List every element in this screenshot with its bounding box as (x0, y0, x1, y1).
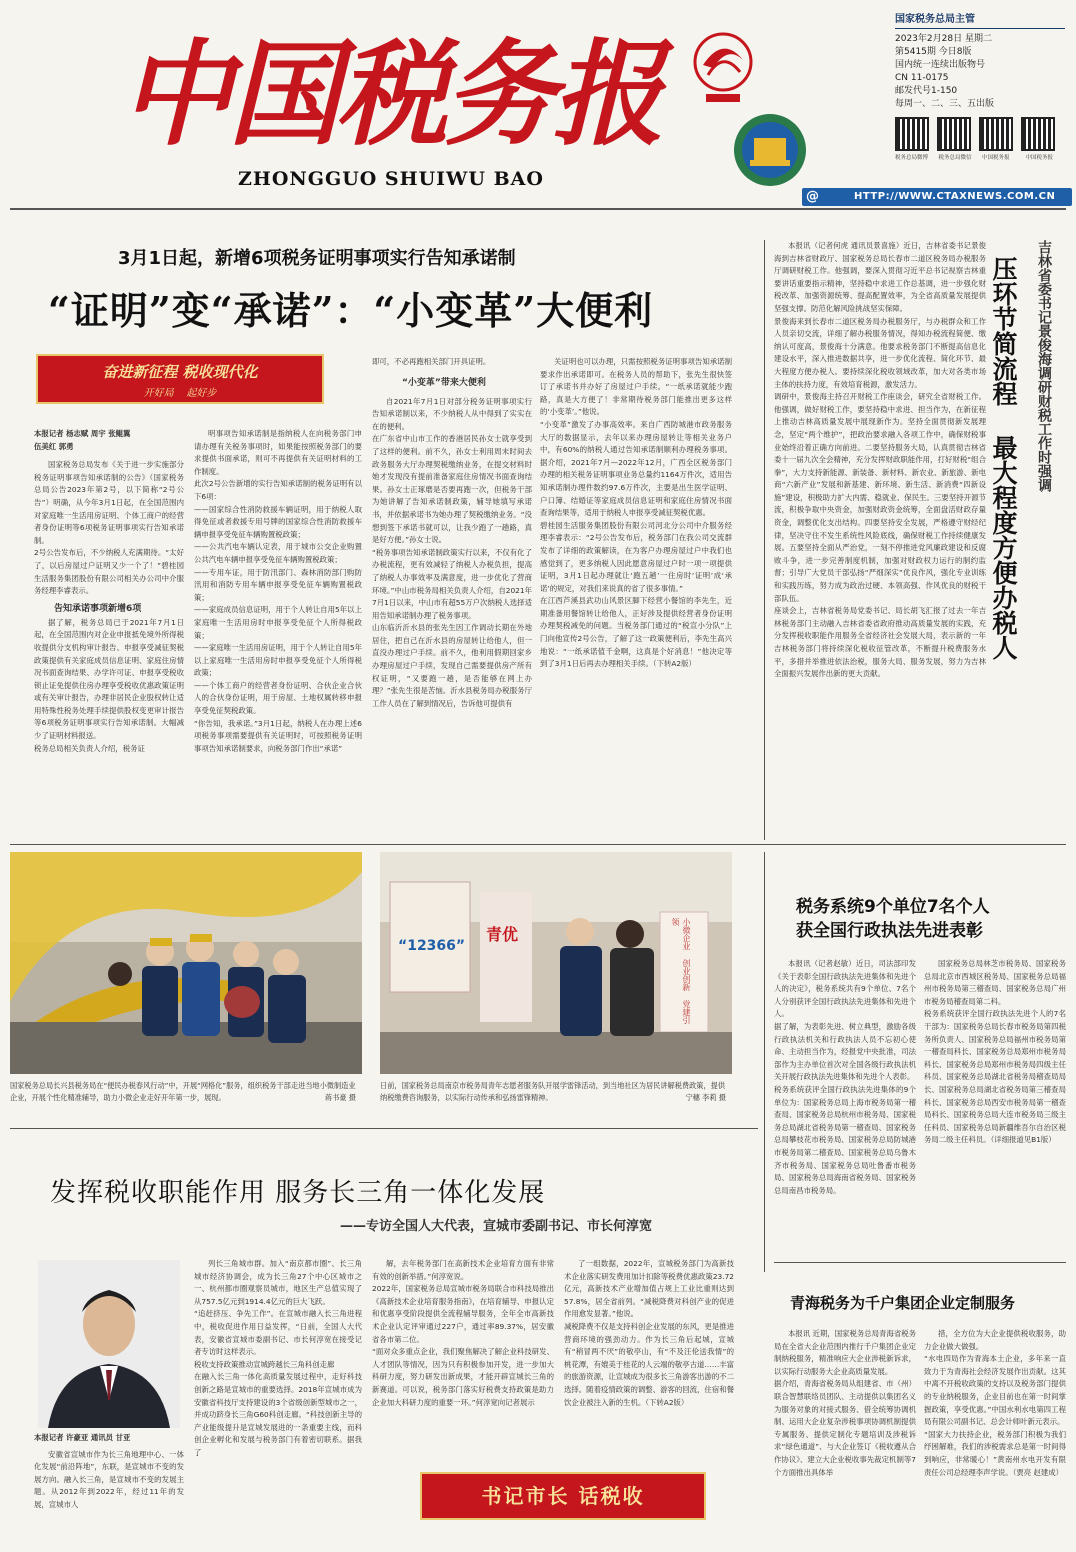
interview-column-3 (372, 1258, 554, 1468)
publish-schedule: 每周一、二、三、五出版 (895, 99, 995, 109)
masthead-title: 中国税务报 (120, 27, 660, 162)
photo-credit: 宁穗 李莉 摄 (685, 1093, 726, 1102)
interview-column-1 (34, 1432, 184, 1548)
lead-column-1 (34, 428, 184, 838)
left-photo-caption (10, 1080, 362, 1120)
qr-label: 中国税务报 (982, 155, 1010, 161)
qinghai-body-text: 措，全方位为大企业提供税收服务，助力企业做大做强。 “水电四局作为青海本土企业，多年来一直致力于为青海社会经济发展作出贡献。这其中离不开税收政策的支持以及税务部门提供的专业纳税服务，企业目前也在第一时间掌握政策，享受优惠。”中国水利水电第四工程局有限公司副书记、总会计师叶新元表示。 “国家大力扶持企业，税务部门积极为我们纾困解难，我们的涉税需求总是第一时间得到响应，非常暖心！”黄南州水电开发有限责任公司总经理李声学说。（贾亮 赵建成） (924, 1329, 1066, 1477)
lead-body-text: 据了解，税务总局已于2021年7月1日起，在全国范围内对企业申报抵免境外所得税收提供分支机构审计报告、申报享受减征契税政策提供有关家庭成员信息证明、家庭住房情况书面查询结果、办学许可证、申报享受税收锁止证免提供住房办理享受税收优惠政策证明或有关审计报告，办理非居民企业股权转让适用特殊性税务处理手续提供股权变更审计报告等6项税务证明事项实行告知承诺制。大幅减少了证明材料报送。 税务总局相关负责人介绍，税务证 (34, 617, 184, 753)
right-photo-caption (380, 1080, 732, 1120)
cn-number: CN 11-0175 (895, 73, 949, 83)
awards-body-text: 国家税务总局林芝市税务局、国家税务总局北京市西城区税务局、国家税务总局福州市税务局第三稽查局、国家税务总局广州市税务局稽查局第二科。 税务系统获评全国行政执法先进个人的7名干部为：国家税务总局长春市税务局第四税务所负责人、国家税务总局福州市税务局第一稽查局科长、国家税务总局郑州市税务局科长、国家税务总局郑州市税务局四级主任科员、国家税务总局湖北省税务局稽查局局长、国家税务总局湖北省税务局第三稽查局科长、国家税务总局西安市税务局第一稽查局科长、国家税务总局大连市税务局三级主任科员、国家税务总局新疆维吾尔自治区税务局二级主任科员。（详细报道见B1版） (924, 959, 1066, 1145)
lead-column-2 (194, 428, 362, 838)
tax-emblem-icon (730, 110, 810, 190)
caption-text: 日前，国家税务总局南京市税务局青年志愿者服务队开展学雷锋活动，到当地社区为居民讲解税费政策，提供纳税缴费咨询服务，以实际行动传承和弘扬雷锋精神。 (380, 1081, 726, 1102)
issn-label: 国内统一连续出版物号 (895, 60, 986, 70)
banner-subtitle: 开好局 起好步 (143, 388, 217, 399)
qinghai-column-1 (774, 1328, 916, 1548)
sponsor-label: 国家税务总局主管 (895, 10, 1065, 29)
byline: 本报记者 杨志赋 周宇 张鲲翼 伍美红 郭勇 (34, 429, 131, 451)
awards-column-1 (774, 958, 916, 1258)
feature-body-continued (774, 680, 1064, 840)
section-rule (10, 1128, 758, 1129)
photo-volunteer-service (380, 852, 732, 1074)
lead-body-text: 即可，不必再跑相关部门开具证明。 (372, 357, 491, 366)
interview-body-text: 安徽省宣城市作为长三角地理中心、一体化发展“前沿阵地”，东联，是宣城市不变的发展方向。融入长三角，是宣城市不变的发展主题。从2012年到2022年，经过11年的发展，宣城市人 (34, 1449, 184, 1509)
feature-body (774, 240, 986, 680)
qr-label: 中国税务报 (1025, 155, 1054, 161)
interview-body-text: 了一组数据，2022年，宣城税务部门为高新技术企业落实研发费用加计扣除等税费优惠政策23.72亿元，高新技术产业增加值占规上工业比重则达到57.8%，居全省前列。“减税降费对科创产业的促进作用愈发显著。”他说。 减税降费不仅是支持科创企业发展的东风，更是推进营商环境的强劲动力。作为长三角后起城，宣城有“稍冒两不厌”的敬亭山，有“不及汪伦送我情”的桃花潭，有媲美于桂花的人云端的敬亭古道……丰富的旅游资源，让宣城成为很多长三角游客出游的不二选择。随着疫情政策的调整、游客的回流，住宿和餐饮企业被注入新的生机。（下转A2版） (564, 1259, 734, 1407)
column-divider (764, 852, 765, 1272)
qr-label: 税务总局微博 (895, 155, 929, 161)
masthead-rule (10, 208, 1066, 210)
lead-body-text: 明事项告知承诺制是指纳税人在向税务部门申请办理有关税务事项时，如果能按照税务部门的要求提供书面承诺，则可不再提供有关证明材料的工作制度。 此次2号公告新增的实行告知承诺制的税务证明有以下6项： ——国家综合性消防救援车辆证明，用于纳税人取得免征或者救援专用号牌的国家综合性消防救援车辆申报享受免征车辆购置税政策； ——公共汽电车辆认定表，用于城市公交企业购置公共汽电车辆申报享受免征车辆购置税政策； ——专用车证，用于防汛部门、森林消防部门购防汛用和消防专用车辆申报享受免征车辆购置税政策； ——家庭成员信息证明，用于个人转让自用5年以上家庭唯一生活用房时申报享受免征个人所得税政策； ——家庭唯一生活用房证明，用于个人转让自用5年以上家庭唯一生活用房时申报享受免征个人所得税政策； ——个体工商户的经营者身份证明、合伙企业合伙人的合伙身份证明，用于房屋、土地权属转移申报享受免征契税政策。 “你告知，我承诺。”3月1日起，纳税人在办理上述6项税务事项需要提供有关证明时，可按照税务证明事项告知承诺制要求，向税务部门作出“承诺” (194, 429, 362, 753)
qr-code-app[interactable] (1021, 117, 1055, 151)
photo-credit: 蒋书豪 摄 (324, 1093, 356, 1102)
lead-body-text: 国家税务总局发布《关于进一步实施部分税务证明事项告知承诺制的公告》（国家税务总局公告2023年第2号，以下简称“2号公告”）明确，从今年3月1日起，在全国范围内对家庭唯一生活用房证明、个体工商户的经营者身份证明等6项税务证明事项实行告知承诺制。 2号公告发布后，不少纳税人充满期待。“太好了，以后房屋过户证明又少一个了！”碧桂园生活服务集团股份有限公司相关办公司中介服务经理李睿表示。 (34, 460, 184, 596)
qinghai-body-text: 本报讯 近期，国家税务总局青海省税务局在全省大企业范围内推行千户集团企业定制纳税服务，精准响应大企业涉税新诉求，以实际行动服务大企业高质量发展。 据介绍，青海省税务局从组建省、市（州）联合智慧联络员团队、主动提供以集团名义为服务对象的对接式服务、借全统筹协调机制、运用大企业复杂涉税事项协调机制提供专属服务、提供定制化专题培训及涉税诉求“绿色通道”、与大企业签订《税收遵从合作协议》、建立大企业税收事先裁定机制等7个方面推出具体举 (774, 1329, 916, 1477)
awards-body-text: 本报讯（记者赵敏）近日，司法部印发《关于表彰全国行政执法先进集体和先进个人的决定》，税务系统共有9个单位、7名个人分别获评全国行政执法先进集体和先进个人。 据了解，为表彰先进、树立典型，激励各级行政执法机关和行政执法人员不忘初心使命、主动担当作为，经报党中央批准，司法部作为主办单位首次对全国各级行政执法机关开展行政执法先进集体和先进个人表彰。 税务系统获评全国行政执法先进集体的9个单位为：国家税务总局上海市税务局第一稽查局、国家税务总局杭州市税务局、国家税务总局湖北省税务局第一稽查局、国家税务总局攀枝花市税务局、国家税务总局防城港市税务局第二稽查局、国家税务总局乌鲁木齐市税务局、国家税务总局吐鲁番市税务局、国家税务总局海南省税务局、国家税务总局南昌市税务局。 (774, 959, 916, 1195)
column-divider (764, 240, 765, 840)
banner-text: 书记市长 话税收 (481, 1484, 645, 1508)
masthead-pinyin: ZHONGGUO SHUIWU BAO (238, 168, 544, 190)
newspaper-logo (688, 30, 758, 110)
masthead-info-box (895, 10, 1065, 180)
caption-text: 国家税务总局长兴县税务局在“便民办税春风行动”中，开展“网格化”服务，组织税务干部走进当地小微制造业企业，开展个性化精准辅导，助力小微企业走好开年第一步，展现。 (10, 1081, 356, 1102)
website-url[interactable]: HTTP://WWW.CTAXNEWS.COM.CN (854, 191, 1056, 202)
qr-code-weibo[interactable] (895, 117, 929, 151)
postal-code: 邮发代号1-150 (895, 86, 958, 96)
issue-number: 第5415期 今日8版 (895, 47, 972, 57)
awards-column-2 (924, 958, 1066, 1258)
lead-column-4 (540, 356, 732, 838)
column-banner (36, 354, 324, 404)
section-subhead: 告知承诺事项新增6项 (54, 603, 142, 614)
sign-12366: “12366” (398, 938, 466, 954)
photo-factory-visit (10, 852, 362, 1074)
byline: 本报记者 许豪亚 通讯员 甘亚 (34, 1433, 131, 1442)
banner-title: 奋进新征程 税收现代化 (102, 363, 258, 381)
lead-body-text: 自2021年7月1日对部分税务证明事项实行告知承诺制以来，不少纳税人从中得到了实实在在的便利。 在广东省中山市工作的香港居民孙女士就享受到了这样的便利。前不久，孙女士利用周末时间去政务服务大厅办理契税缴纳业务，在提交材料时她才发现没有提前准备家庭住房情况书面查询结果。孙女士正琢磨是否要再跑一次，但税务干部为她讲解了告知承诺制政策，辅导她填写承诺书，并依据承诺书为她办理了契税缴纳业务。“没想到签下承诺书就可以，让我少跑了一趟路，真是好方便。”孙女士说。 “税务事项告知承诺制政策实行以来，不仅有化了办税流程，更有效减轻了纳税人办税负担，提高了纳税人办事效率及满意度，进一步优化了营商环境。”中山市税务局相关负责人介绍，自2021年7月1日以来，中山市有超55万户次纳税人选择适用告知承诺制办理了税务事项。 山东临沂沂水县的张先生因工作调动长期在外地居住，把自己在沂水县的房屋转让给他人，但一直没办理过户手续。前不久，他利用假期回家乡办理房屋过户手续，发现自己需要提供房产所有权证明，“又要跑一趟，是否能够在网上办理？”张先生很是苦恼。沂水县税务局办税服务厅工作人员在了解到情况后，告诉他可提供有 (372, 396, 532, 708)
section-rule (774, 1262, 1066, 1263)
feature-headline: 压环节简流程 最大程度方便办税人 (989, 256, 1018, 660)
qr-code-paper[interactable] (979, 117, 1013, 151)
feature-body-text: 本报讯（记者何虎 通讯员景喜施）近日，吉林省委书记景俊海到吉林省财政厅、国家税务总局长春市二道区税务局办税服务厅调研财税工作。他强调，要深入贯彻习近平总书记视察吉林重要讲话重要指示精神，坚持稳中求进工作总基调，进一步强化财税改革、加强资源统筹、提高配置效率，为全省高质量发展提供坚强支撑。防范化解风险挑战坚实保障。 景俊海来到长春市二道区税务局办税服务厅，与办税群众和工作人员亲切交流，详细了解办税服务情况，得知办税流程简便、缴纳认可度高，景俊海十分满意。他要求税务部门不断提高信息化建设水平，深入推进数据共享，进一步优化流程、简化环节、最大程度方便办税人。要持续深化税收领域改革，加大对各类市场主体的扶持力度，有效培育税源，激发活力。 调研中，景俊海主持召开财税工作座谈会，研究全省财税工作。他强调，做好财税工作，要坚持稳中求进、担当作为，在新征程上推动吉林高质量发展中展现新作为。坚持全面贯彻新发展理念，坚定“两个维护”，把政治要求融入各项工作中，确保财税事业始终沿着正确方向前进。二要坚持服务大局，认真贯彻吉林省委十一届九次全会精神，充分发挥财政职能作用，打好财税“组合拳”，大力支持新能源、新装备、新材料、新农业、新旅游、新电商“六新产业”发展和新基建、新环境、新生活、新消费“四新设施”建设，积极助力扩大内需、稳就业、保民生。三要坚持开源节流，积极争取中央资金，加强财政资金统筹，全面盘活财政存量资金，调整优化支出结构。四要坚持安全发展，严格遵守财经纪律，坚决守住不发生系统性风险底线，确保财税工作持续健康发展。五要坚持全面从严治党，一刻不停推进党风廉政建设和反腐败斗争，进一步完善制度机制，加强对财政权力运行的制约监督；引导广大党员干部弘扬“严细深实”优良作风，强化专业训练和实践历练，努力成为政治过硬、本领高强、作风优良的财税干部队伍。 座谈会上，吉林省税务局党委书记、局长胡飞汇报了过去一年吉林税务部门主动融入吉林省委省政府推动高质量发展的实践，充分发挥税收职能作用服务全省经济社会发展大局，表示新的一年吉林税务部门将持续深化税收征管改革，不断提升税费服务水平，多措并举推进依法治税，服务大局、服务发展，努力为吉林全面振兴发展作出新的更大贡献。 (774, 241, 986, 679)
interview-subhead: ——专访全国人大代表，宣城市委副书记、市长何淳宽 (340, 1219, 653, 1234)
awards-headline-line2: 获全国行政执法先进表彰 (796, 921, 983, 941)
vertical-board-text: 小微企业 创业创新 党建引领 (671, 918, 691, 1024)
awards-headline-line1: 税务系统9个单位7名个人 (796, 897, 990, 917)
section-subhead: “小变革”带来大便利 (402, 377, 486, 388)
qr-label: 税务总局微信 (938, 155, 972, 161)
interview-column-2 (194, 1258, 362, 1548)
section-rule (10, 844, 1066, 845)
feature-subhead: 吉林省委书记景俊海调研财税工作时强调 (1036, 240, 1052, 492)
interview-column-banner (420, 1472, 706, 1520)
interview-column-4 (564, 1258, 734, 1468)
interview-body-text: 列长三角城市群。加入“南京都市圈”、长三角城市经济协调会，成为长三角27个中心区城市之一、杭州都市圈观察员城市，地区生产总值实现了从757.5亿元到1914.4亿元的巨大飞跃。 “追赶挤压、争先工作”。在宣城市融入长三角进程中，税收促进作用日益发挥，“日前，全国人大代表，安徽省宣城市委副书记、市长何淳宽在接受记者专访时这样表示。 税收支持政策推动宣城跨越长三角科创走廊 在融入长三角一体化高质量发展过程中，走好科技创新之路是宣城市的重要选择。2018年宣城市成为安徽省科技厅支持建设的3个省级创新型城市之一，并成功跻身长三角G60科创走廊。“科技创新主导的产业能级提升是宣城发展进的一条重要主线，而科创企业孵化和发展与税务部门有着密切联系。据我了 (194, 1259, 362, 1457)
website-bar[interactable] (802, 188, 1072, 206)
qinghai-column-2 (924, 1328, 1066, 1548)
lead-kicker: 3月1日起，新增6项税务证明事项实行告知承诺制 (118, 248, 516, 269)
interview-headline: 发挥税收职能作用 服务长三角一体化发展 (50, 1178, 546, 1208)
sign-qingyou: 青优 (486, 925, 519, 944)
lead-column-3 (372, 356, 532, 838)
lead-body-text: 关证明也可以办理，只需按照税务证明事项告知承诺制要求作出承诺即可。在税务人员的帮助下，张先生很快签订了承诺书并办好了房屋过户手续。“一纸承诺就能少跑路，真是大方便了！非常期待税务部门能推出更多这样的‘小变革’。”他说。 “小变革”激发了办事高效率。来自广西防城港市政务服务大厅的数据显示，去年以来办理房屋转让等相关业务户中，有60%的纳税人通过告知承诺制顺利办理税务事项。据介绍，2021年7月—2022年12月，广西全区税务部门办理的相关税务证明事项业务总量约1164万件次，适用告知承诺制办理件数约97.6万件次，主要是出生医学证明、户口簿、结婚证等家庭成员信息证明和家庭住房情况书面查询结果等，适用于纳税人申报享受减征契税优惠。 碧桂园生活服务集团股份有限公司河北分公司中介服务经理李睿表示：“2号公告发布后，税务部门在我公司交流群发布了详细的政策解读，在为客户办理房屋过户中我们也感觉到了，更多纳税人因此愿意房屋过户时一项一项提供证明，3月1日起办理就让‘跑五趟’一住房时‘证明’成‘承诺’的规定，对我们来说真的省了很多事情。” 在江西芦溪县武功山风景区脚下经营小餐馆的李先生，近期准备用餐馆转让给他人，正好涉及提供经营者身份证明办理契税减免的问题。当税务部门通过的“税宣小分队”上门向他宣传2号公告，了解了这一政策便利后，李先生高兴地说：“一纸承诺值千金啊，这真是个好消息！”他决定等到了3月1日后再去办理相关手续。（下转A2版） (540, 357, 732, 669)
lead-headline: “证明”变“承诺”：“小变革”大便利 (48, 288, 654, 333)
qr-code-wechat[interactable] (937, 117, 971, 151)
feature-body-tail (774, 680, 1064, 693)
qinghai-headline: 青海税务为千户集团企业定制服务 (790, 1294, 1016, 1312)
interview-body-text: 解，去年税务部门在高新技术企业培育方面有非常有效的创新举措。”何淳宽说。 2022年，国家税务总局宣城市税务局联合市科技局推出《高新技术企业培育服务指南》，在培育辅导、申报认定和优惠享受阶段提供全流程辅导服务，全年全市高新技术企业认定评审通过227户，通过率89.37%，居安徽省各市第二位。 “面对众多重点企业，我们聚焦解决了解企业科技研发、人才团队等情况，因为只有积极参加开发，进一步加大科研力度，努力研发出新成果，才能开辟宣城长三角的新赛道。可以说，税务部门落实好税费支持政策是助力企业加大科研力度的重要一环。”何淳宽向记者展示 (372, 1259, 554, 1407)
portrait-photo (38, 1260, 180, 1428)
masthead (0, 0, 1076, 205)
issue-date: 2023年2月28日 星期二 (895, 34, 992, 44)
at-icon: @ (806, 189, 819, 204)
